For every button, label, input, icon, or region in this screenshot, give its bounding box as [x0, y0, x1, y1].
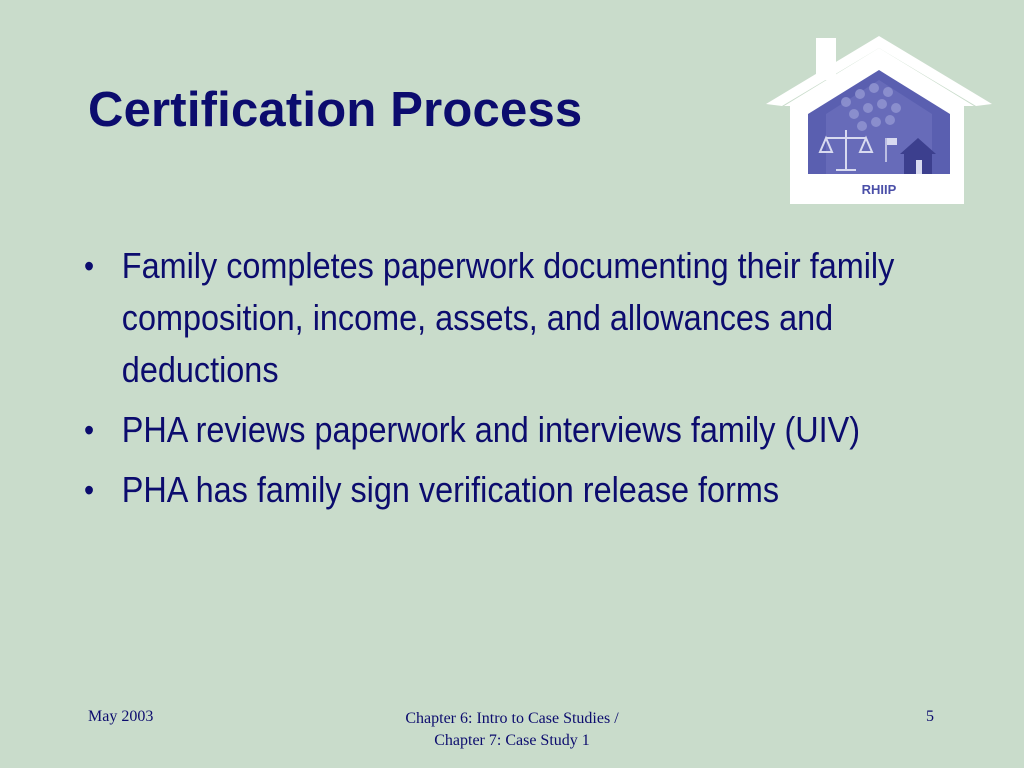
footer-page-number: 5 [926, 708, 934, 725]
bullet-item [84, 404, 959, 456]
slide-title: Certification Process [88, 83, 583, 137]
bullet-text: PHA has family sign verification release forms [121, 469, 780, 510]
bullet-text: Family completes paperwork documenting their family composition, income, assets, and allowances and deductions [121, 245, 895, 390]
bullet-item [84, 464, 959, 516]
bullet-item [84, 240, 959, 396]
rhiip-house-logo [766, 34, 992, 206]
logo-text: RHIIP [861, 182, 897, 197]
footer-chapter-line2: Chapter 7: Case Study 1 [434, 732, 590, 749]
bullet-list [84, 240, 924, 524]
bullet-dot-icon: • [84, 472, 95, 508]
footer-chapter-line1: Chapter 6: Intro to Case Studies / [405, 710, 619, 727]
footer-chapter [340, 708, 684, 752]
bullet-text: PHA reviews paperwork and interviews family (UIV) [121, 409, 861, 450]
bullet-dot-icon: • [84, 412, 95, 448]
footer-date: May 2003 [88, 708, 154, 725]
bullet-dot-icon: • [84, 248, 95, 284]
